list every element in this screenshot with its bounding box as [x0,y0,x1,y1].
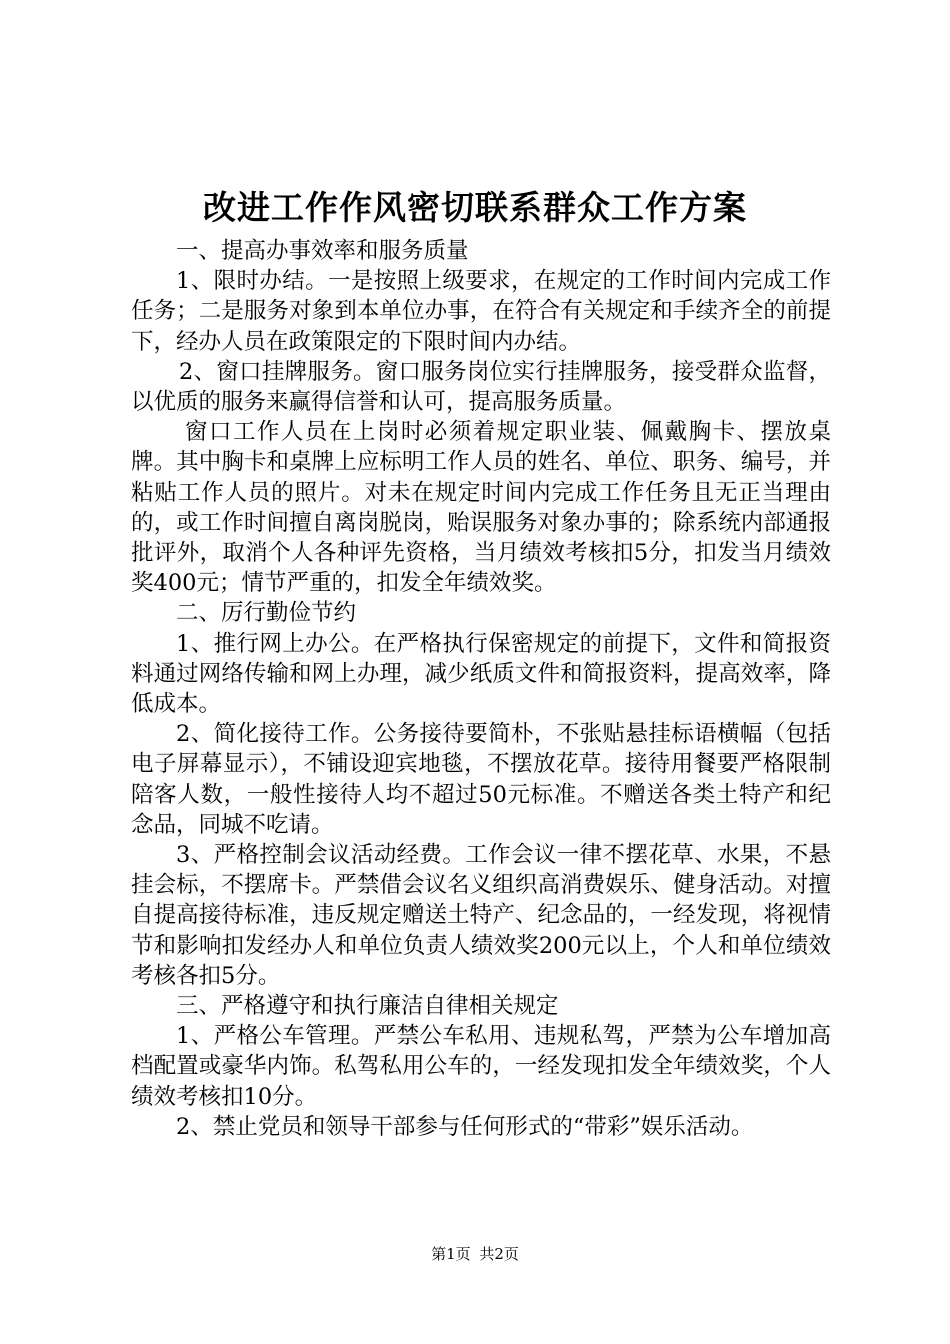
page-total: 共2页 [479,1245,519,1263]
page-number: 第1页 [431,1245,471,1263]
document-title: 改进工作作风密切联系群众工作方案 [203,188,747,227]
paragraph-2-3: 3、严格控制会议活动经费。工作会议一律不摆花草、水果，不悬挂会标，不摆席卡。严禁借会议名义组织高消费娱乐、健身活动。对擅自提高接待标准，违反规定赠送土特产、纪念品的，一经发现，将视情节和影响扣发经办人和单位负责人绩效奖200元以上，个人和单位绩效考核各扣5分。 [131,842,831,989]
page-footer [0,1244,950,1264]
paragraph-2-1: 1、推行网上办公。在严格执行保密规定的前提下，文件和简报资料通过网络传输和网上办理，减少纸质文件和简报资料，提高效率，降低成本。 [131,630,831,718]
paragraph-3-2: 2、禁止党员和领导干部参与任何形式的“带彩”娱乐活动。 [176,1113,754,1140]
section-heading-1: 一、提高办事效率和服务质量 [176,238,469,264]
paragraph-1-1: 1、限时办结。一是按照上级要求，在规定的工作时间内完成工作任务；二是服务对象到本单位办事，在符合有关规定和手续齐全的前提下，经办人员在政策限定的下限时间内办结。 [131,268,831,355]
section-heading-3: 三、严格遵守和执行廉洁自律相关规定 [176,993,559,1020]
paragraph-2-2: 2、简化接待工作。公务接待要简朴，不张贴悬挂标语横幅（包括电子屏幕显示），不铺设迎宾地毯，不摆放花草。接待用餐要严格限制陪客人数，一般性接待人均不超过50元标准。不赠送各类土特产和纪念品，同城不吃请。 [131,721,831,838]
paragraph-1-3: 窗口工作人员在上岗时必须着规定职业装、佩戴胸卡、摆放桌牌。其中胸卡和桌牌上应标明工作人员的姓名、单位、职务、编号，并粘贴工作人员的照片。对未在规定时间内完成工作任务且无正当理由的，或工作时间擅自离岗脱岗，贻误服务对象办事的；除系统内部通报批评外，取消个人各种评先资格，当月绩效考核扣5分，扣发当月绩效奖400元；情节严重的，扣发全年绩效奖。 [131,419,831,597]
section-heading-2: 二、厉行勤俭节约 [176,600,357,627]
paragraph-1-2: 2、窗口挂牌服务。窗口服务岗位实行挂牌服务，接受群众监督，以优质的服务来赢得信誉和认可，提高服务质量。 [131,358,831,416]
paragraph-3-1: 1、严格公车管理。严禁公车私用、违规私驾，严禁为公车增加高档配置或豪华内饰。私驾私用公车的，一经发现扣发全年绩效奖，个人绩效考核扣10分。 [131,1023,831,1110]
document-body [131,236,831,1142]
